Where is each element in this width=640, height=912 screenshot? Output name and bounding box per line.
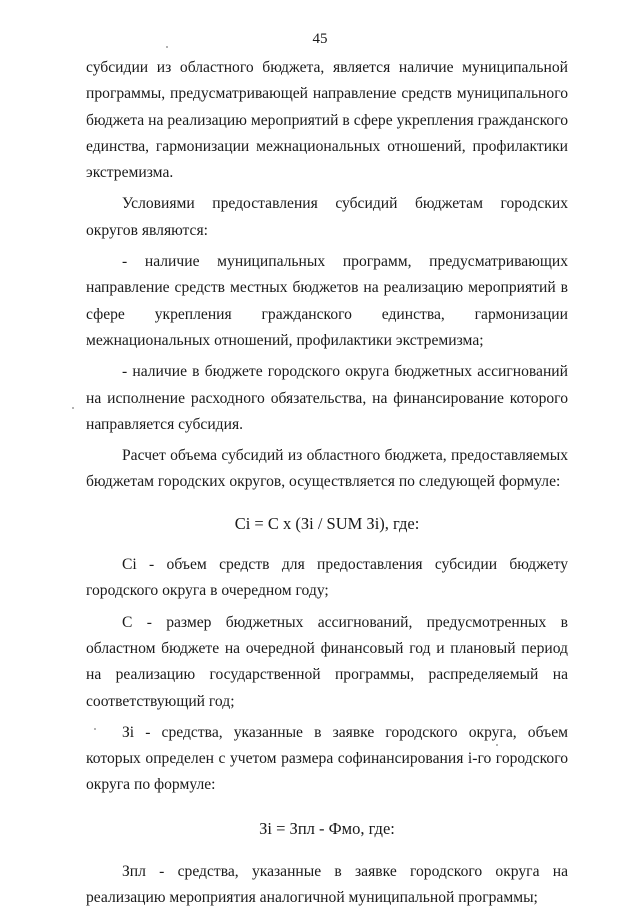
definition-zpl: Зпл - средства, указанные в заявке городского округа на реализацию мероприятия аналогичной муниципальной программы; bbox=[86, 863, 568, 907]
paragraph-calculation: Расчет объема субсидий из областного бюджета, предоставляемых бюджетам городских округов, осуществляется по следующей формуле: bbox=[86, 447, 568, 491]
scan-speck bbox=[94, 728, 96, 730]
list-item-budget: - наличие в бюджете городского округа бюджетных ассигнований на исполнение расходного обязательства, на финансирование которого направляется субсидия. bbox=[86, 363, 568, 433]
scan-speck bbox=[166, 46, 168, 48]
paragraph-conditions: Условиями предоставления субсидий бюджетам городских округов являются: bbox=[86, 195, 568, 239]
definition-zi: Зi - средства, указанные в заявке городского округа, объем которых определен с учетом размера софинансирования i-го городского округа по формуле: bbox=[86, 723, 568, 794]
scan-speck bbox=[72, 407, 74, 409]
formula-zi: Зi = Зпл - Фмо, где: bbox=[259, 818, 395, 838]
formula-subsidy: Ci = C x (Зi / SUM Зi), где: bbox=[234, 513, 420, 533]
document-body bbox=[86, 55, 568, 912]
definition-ci: Ci - объем средств для предоставления субсидии бюджету городского округа в очередном году; bbox=[86, 556, 568, 600]
scan-speck bbox=[496, 744, 498, 746]
definition-c: C - размер бюджетных ассигнований, предусмотренных в областном бюджете на очередной финансовый год и плановый период на реализацию государственной программы, распределяемый на соответствующий год; bbox=[86, 613, 568, 710]
list-item-programs: - наличие муниципальных программ, предусматривающих направление средств местных бюджетов на реализацию мероприятий в сфере укрепления гражданского единства, гармонизации межнациональных отношений, профилактики экстремизма; bbox=[86, 253, 568, 349]
paragraph-continuation: субсидии из областного бюджета, является наличие муниципальной программы, предусматривающей направление средств муниципального бюджета на реализацию мероприятий в сфере укрепления гражданского единства, гармонизации межнациональных отношений, профилактики экстремизма. bbox=[86, 59, 568, 182]
page-number: 45 bbox=[312, 31, 328, 47]
